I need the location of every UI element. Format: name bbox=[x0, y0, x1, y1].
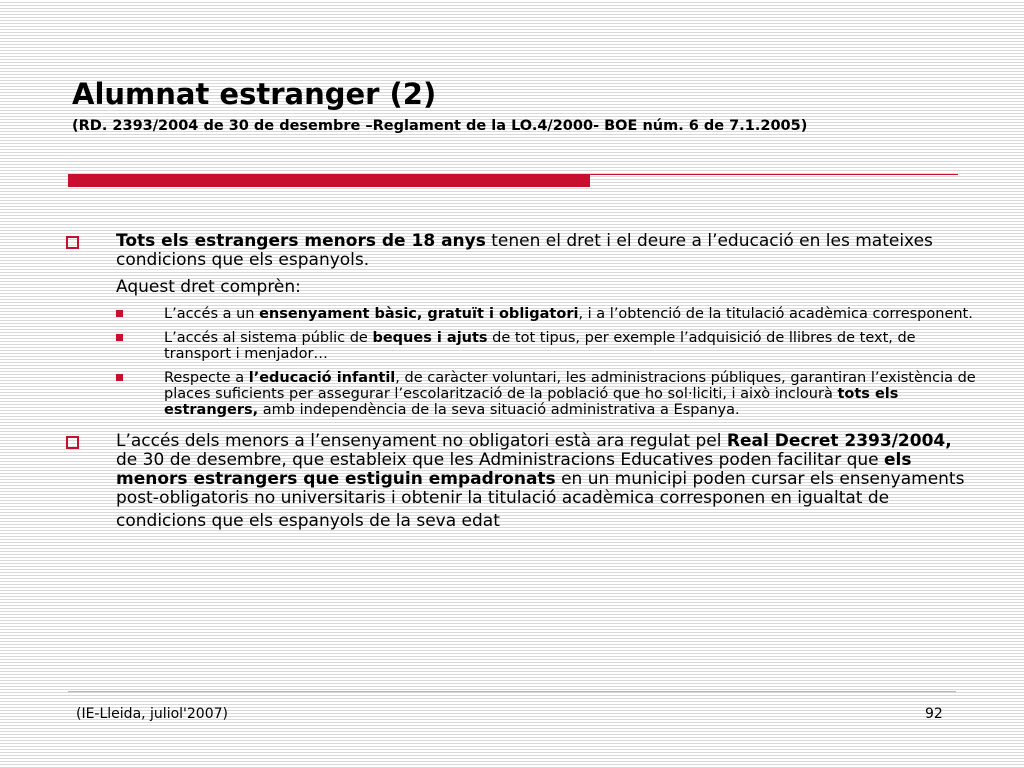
bullet-paragraph-1 bbox=[66, 232, 976, 270]
p2-mid1: de 30 de desembre, que estableix que les Administracions Educatives poden facilitar que bbox=[116, 450, 885, 470]
b3-pre: Respecte a bbox=[164, 370, 249, 386]
p2-bold2: els menors estrangers que estiguin empadronats bbox=[116, 450, 912, 489]
slide-title: Alumnat estranger (2) bbox=[72, 77, 437, 111]
p2-last-line: condicions que els espanyols de la seva edat bbox=[116, 511, 500, 531]
slide-subtitle: (RD. 2393/2004 de 30 de desembre –Reglament de la LO.4/2000- BOE núm. 6 de 7.1.2005) bbox=[72, 118, 808, 134]
footer-rule bbox=[68, 691, 956, 692]
b1-bold: ensenyament bàsic, gratuït i obligatori bbox=[259, 306, 579, 322]
square-bullet-icon bbox=[116, 374, 123, 381]
b2-pre: L’accés al sistema públic de bbox=[164, 330, 373, 346]
hollow-square-bullet-icon bbox=[66, 436, 79, 449]
b1-pre: L’accés a un bbox=[164, 306, 260, 322]
p1-continuation: Aquest dret comprèn: bbox=[116, 277, 301, 297]
bullet-paragraph-2 bbox=[66, 432, 976, 534]
b3-post: amb independència de la seva situació administrativa a Espanya. bbox=[258, 402, 740, 418]
sub-bullet-2 bbox=[66, 330, 976, 362]
sub-bullet-1 bbox=[66, 306, 976, 322]
square-bullet-icon bbox=[116, 334, 123, 341]
p2-pre: L’accés dels menors a l’ensenyament no obligatori està ara regulat pel bbox=[116, 431, 727, 451]
b3-bold1: l’educació infantil bbox=[248, 370, 396, 386]
b3-bold2: tots els estrangers, bbox=[164, 386, 899, 418]
page-number: 92 bbox=[925, 706, 943, 722]
footer-source: (IE-Lleida, juliol'2007) bbox=[76, 706, 228, 722]
p1-text: tenen el dret i el deure a l’educació en les mateixes condicions que els espanyols. bbox=[116, 231, 933, 270]
p1-bold: Tots els estrangers menors de 18 anys bbox=[116, 231, 486, 251]
sub-bullet-3 bbox=[66, 370, 976, 418]
b2-post: de tot tipus, per exemple l’adquisició de llibres de text, de transport i menjador… bbox=[164, 330, 916, 362]
p2-mid2: en un municipi poden cursar els ensenyaments post-obligatoris no universitaris i obtenir la titulació acadèmica corresponen en igualtat de bbox=[116, 469, 965, 508]
p2-bold1: Real Decret 2393/2004, bbox=[726, 431, 952, 451]
slide-body bbox=[66, 232, 976, 534]
b3-mid: , de caràcter voluntari, les administracions públiques, garantiran l’existència de places suficients per assegurar l’escolarització de la població que ho sol·liciti, i això inclourà bbox=[164, 370, 976, 402]
title-rule-thick bbox=[68, 175, 590, 187]
b2-bold: beques i ajuts bbox=[372, 330, 488, 346]
b1-post: , i a l’obtenció de la titulació acadèmica corresponent. bbox=[578, 306, 973, 322]
hollow-square-bullet-icon bbox=[66, 236, 79, 249]
square-bullet-icon bbox=[116, 310, 123, 317]
